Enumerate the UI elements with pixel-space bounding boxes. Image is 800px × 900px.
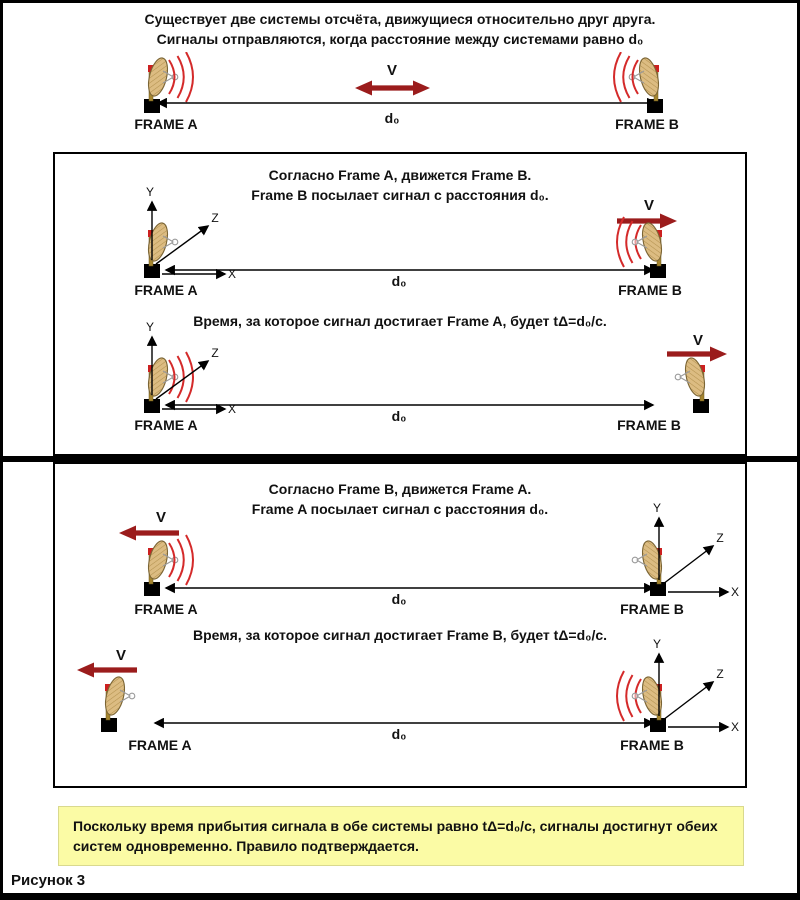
frame-a-view-time-note: Время, за которое сигнал достигает Frame A, будет tΔ=d₀/c.: [193, 313, 607, 329]
frame-b-view-time-note: Время, за которое сигнал достигает Frame B, будет tΔ=d₀/c.: [192, 627, 608, 643]
distance-label: d₀: [391, 408, 407, 424]
frame-b-view-line1: Согласно Frame B, движется Frame A.: [268, 481, 532, 497]
frame-a-origin: [134, 320, 236, 433]
distance-label: d₀: [384, 110, 400, 126]
conclusion-note: [58, 806, 744, 866]
velocity-arrow: [119, 526, 179, 541]
z-axis: [663, 682, 713, 720]
x-axis-label: X: [227, 402, 237, 416]
x-axis-label: X: [227, 267, 237, 281]
velocity-label: V: [155, 509, 167, 526]
y-axis-label: Y: [652, 637, 662, 651]
frame-b-label: FRAME B: [617, 417, 681, 433]
z-axis-label: Z: [211, 346, 219, 360]
y-axis-label: Y: [652, 501, 662, 515]
distance-label: d₀: [391, 726, 407, 742]
frame-a-view-panel: [53, 152, 747, 456]
frame-a-view-line2: Frame B посылает сигнал с расстояния d₀.: [251, 187, 549, 203]
frame-b-origin: [620, 501, 739, 617]
frame-b-label: FRAME B: [620, 601, 684, 617]
frame-b-label: FRAME B: [615, 116, 679, 132]
frame-a-moving: [119, 509, 198, 617]
conclusion-text: Поскольку время прибытия сигнала в обе системы равно tΔ=d₀/c, сигналы достигнут обеих систем одновременно. Правило подтверждается.: [73, 818, 718, 854]
frame-a-view-line1: Согласно Frame A, движется Frame B.: [268, 167, 532, 183]
z-axis: [663, 546, 713, 584]
distance-label: d₀: [391, 273, 407, 289]
frame-a-label: FRAME A: [134, 116, 198, 132]
x-axis-label: X: [730, 585, 740, 599]
velocity-arrow: [355, 81, 430, 96]
intro-line1: Существует две системы отсчёта, движущиеся относительно друг друга.: [144, 11, 656, 27]
distance-label: d₀: [391, 591, 407, 607]
x-axis-label: X: [730, 720, 740, 734]
frame-b-label: FRAME B: [620, 737, 684, 753]
z-axis-label: Z: [211, 211, 219, 225]
velocity-label: V: [692, 332, 704, 349]
frame-a-label: FRAME A: [134, 417, 198, 433]
satellite-dish-icon: [101, 675, 135, 732]
intro-line2: Сигналы отправляются, когда расстояние между системами равно d₀: [156, 31, 644, 47]
figure-caption: Рисунок 3: [11, 872, 86, 889]
y-axis-label: Y: [145, 185, 155, 199]
frame-b-moved-away: [667, 332, 727, 413]
y-axis-label: Y: [145, 320, 155, 334]
frame-a-label: FRAME A: [134, 282, 198, 298]
frame-a-label: FRAME A: [128, 737, 192, 753]
satellite-dish-icon: [675, 356, 709, 413]
intro-diagram: [3, 52, 797, 147]
velocity-label: V: [386, 62, 398, 79]
frame-b-moving: [617, 197, 682, 298]
z-axis-label: Z: [716, 531, 724, 545]
frame-b-label: FRAME B: [618, 282, 682, 298]
z-axis-label: Z: [716, 667, 724, 681]
velocity-label: V: [643, 197, 655, 214]
frame-b-view-line2: Frame A посылает сигнал с расстояния d₀.: [251, 501, 549, 517]
velocity-arrow: [77, 663, 137, 678]
frame-a-moved-away: [77, 647, 137, 732]
velocity-label: V: [115, 647, 127, 664]
frame-a-label: FRAME A: [134, 601, 198, 617]
frame-b-origin: [617, 637, 739, 753]
frame-b-view-panel: [53, 462, 747, 788]
